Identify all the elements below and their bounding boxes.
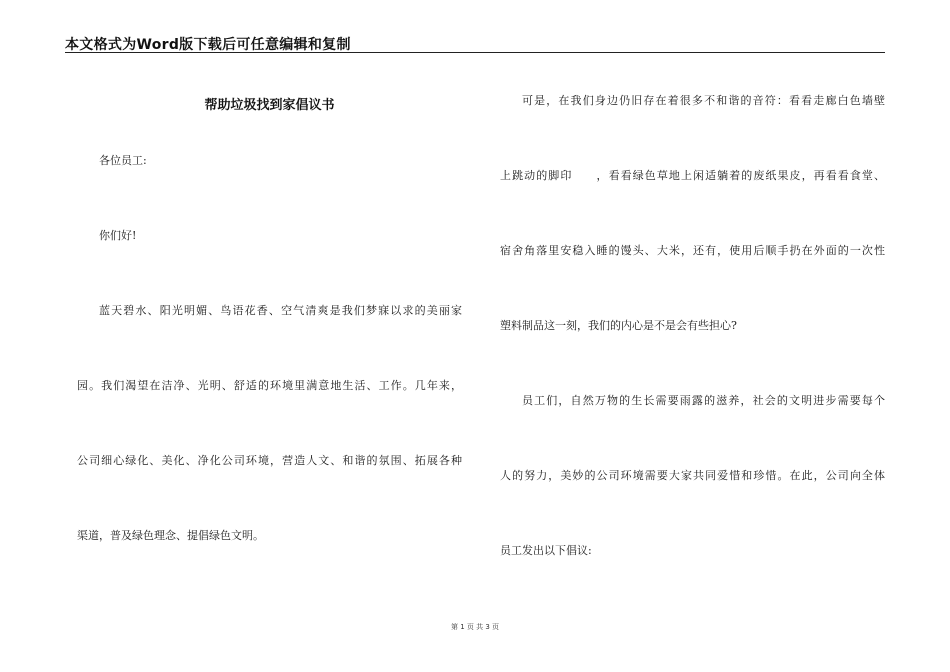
document-title: 帮助垃圾找到家倡议书 [204, 98, 335, 113]
paragraph-line: 人的努力，美妙的公司环境需要大家共同爱惜和珍惜。在此，公司向全体 [500, 469, 885, 482]
paragraph-line: 宿舍角落里安稳入睡的馒头、大米，还有，使用后顺手扔在外面的一次性 [500, 244, 885, 257]
paragraph-line: 可是，在我们身边仍旧存在着很多不和谐的音符：看看走廊白色墙壁 [522, 94, 885, 107]
paragraph-line: 员工发出以下倡议: [500, 544, 592, 557]
header-divider [65, 52, 885, 53]
paragraph-line: 塑料制品这一刻，我们的内心是不是会有些担心? [500, 319, 737, 332]
paragraph-line: 渠道，普及绿色理念、提倡绿色文明。 [77, 529, 264, 542]
page-number: 第 1 页 共 3 页 [450, 623, 500, 631]
paragraph-line: 蓝天碧水、阳光明媚、鸟语花香、空气清爽是我们梦寐以求的美丽家 [99, 304, 462, 317]
paragraph-line: 公司细心绿化、美化、净化公司环境，营造人文、和谐的氛围、拓展各种 [77, 454, 462, 467]
paragraph-line: 上跳动的脚印 ，看看绿色草地上闲适躺着的废纸果皮，再看看食堂、 [500, 169, 885, 182]
header-notice: 本文格式为Word版下载后可任意编辑和复制 [65, 37, 351, 53]
page-header [65, 30, 885, 54]
paragraph-line: 园。我们渴望在洁净、光明、舒适的环境里满意地生活、工作。几年来， [77, 379, 462, 392]
greeting: 你们好! [99, 229, 137, 242]
salutation: 各位员工: [99, 154, 147, 167]
paragraph-line: 员工们，自然万物的生长需要雨露的滋养，社会的文明进步需要每个 [522, 394, 885, 407]
